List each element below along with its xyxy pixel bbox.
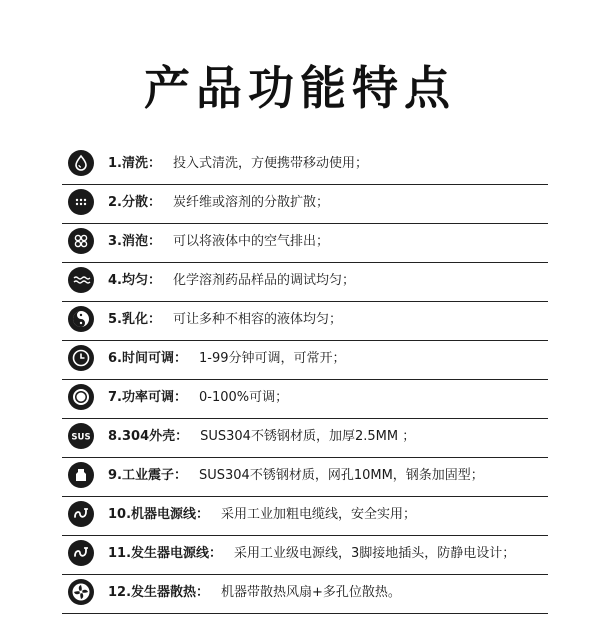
feature-desc: 采用工业级电源线，3脚接地插头，防静电设计；: [234, 546, 516, 561]
feature-row-timer: [62, 340, 548, 380]
feature-row-heat-dissipation: [62, 574, 548, 614]
feature-row-dispersion: [62, 184, 548, 224]
feature-text: [108, 194, 329, 212]
feature-desc: 化学溶剂药品样品的调试均匀；: [172, 273, 355, 288]
bubbles-icon: [68, 228, 94, 254]
feature-label: 9.工业震子：: [108, 468, 187, 483]
svg-text:SUS: SUS: [71, 432, 91, 443]
fan-icon: [68, 579, 94, 605]
feature-row-generator-cable: [62, 535, 548, 575]
power-ring-icon: [68, 384, 94, 410]
feature-desc: 炭纤维或溶剂的分散扩散；: [172, 195, 329, 210]
feature-row-homogenizing: [62, 262, 548, 302]
feature-row-cleaning: [62, 145, 548, 185]
cable-icon: [68, 501, 94, 527]
feature-text: [108, 389, 288, 407]
feature-desc: 可以将液体中的空气排出；: [172, 234, 329, 249]
feature-text: [108, 155, 368, 173]
feature-label: 7.功率可调：: [108, 390, 187, 405]
feature-label: 8.304外壳：: [108, 429, 189, 444]
feature-desc: 可让多种不相容的液体均匀；: [172, 312, 342, 327]
feature-label: 11.发生器电源线：: [108, 546, 223, 561]
cable-icon: [68, 540, 94, 566]
page-title: 产品功能特点: [144, 61, 456, 115]
feature-text: [108, 584, 401, 602]
feature-text: [108, 272, 355, 290]
feature-label: 1.清洗：: [108, 156, 161, 171]
clock-icon: [68, 345, 94, 371]
feature-row-defoaming: [62, 223, 548, 263]
feature-desc: 采用工业加粗电缆线，安全实用；: [221, 507, 417, 522]
feature-label: 5.乳化：: [108, 312, 161, 327]
feature-text: [108, 467, 484, 485]
feature-desc: SUS304不锈钢材质，加厚2.5MM ；: [200, 429, 416, 444]
water-drop-icon: [68, 150, 94, 176]
feature-desc: SUS304不锈钢材质，网孔10MM，钢条加固型；: [198, 468, 484, 483]
yin-yang-icon: [68, 306, 94, 332]
sus-badge-icon: [68, 423, 94, 449]
feature-label: 12.发生器散热：: [108, 585, 210, 600]
feature-text: [108, 233, 329, 251]
feature-desc: 机器带散热风扇+多孔位散热。: [221, 585, 401, 600]
feature-text: [108, 311, 342, 329]
dots-icon: [68, 189, 94, 215]
feature-desc: 0-100%可调；: [198, 390, 289, 405]
waves-icon: [68, 267, 94, 293]
feature-label: 6.时间可调：: [108, 351, 187, 366]
feature-text: [108, 350, 346, 368]
feature-text: [108, 428, 415, 446]
feature-row-emulsifying: [62, 301, 548, 341]
feature-label: 10.机器电源线：: [108, 507, 210, 522]
feature-text: [108, 545, 515, 563]
feature-row-transducer: [62, 457, 548, 497]
feature-label: 3.消泡：: [108, 234, 161, 249]
feature-row-machine-cable: [62, 496, 548, 536]
feature-row-housing: [62, 418, 548, 458]
feature-label: 4.均匀：: [108, 273, 161, 288]
transducer-icon: [68, 462, 94, 488]
feature-row-power: [62, 379, 548, 419]
feature-label: 2.分散：: [108, 195, 161, 210]
feature-desc: 1-99分钟可调，可常开；: [198, 351, 346, 366]
feature-text: [108, 506, 416, 524]
feature-desc: 投入式清洗，方便携带移动使用；: [172, 156, 368, 171]
